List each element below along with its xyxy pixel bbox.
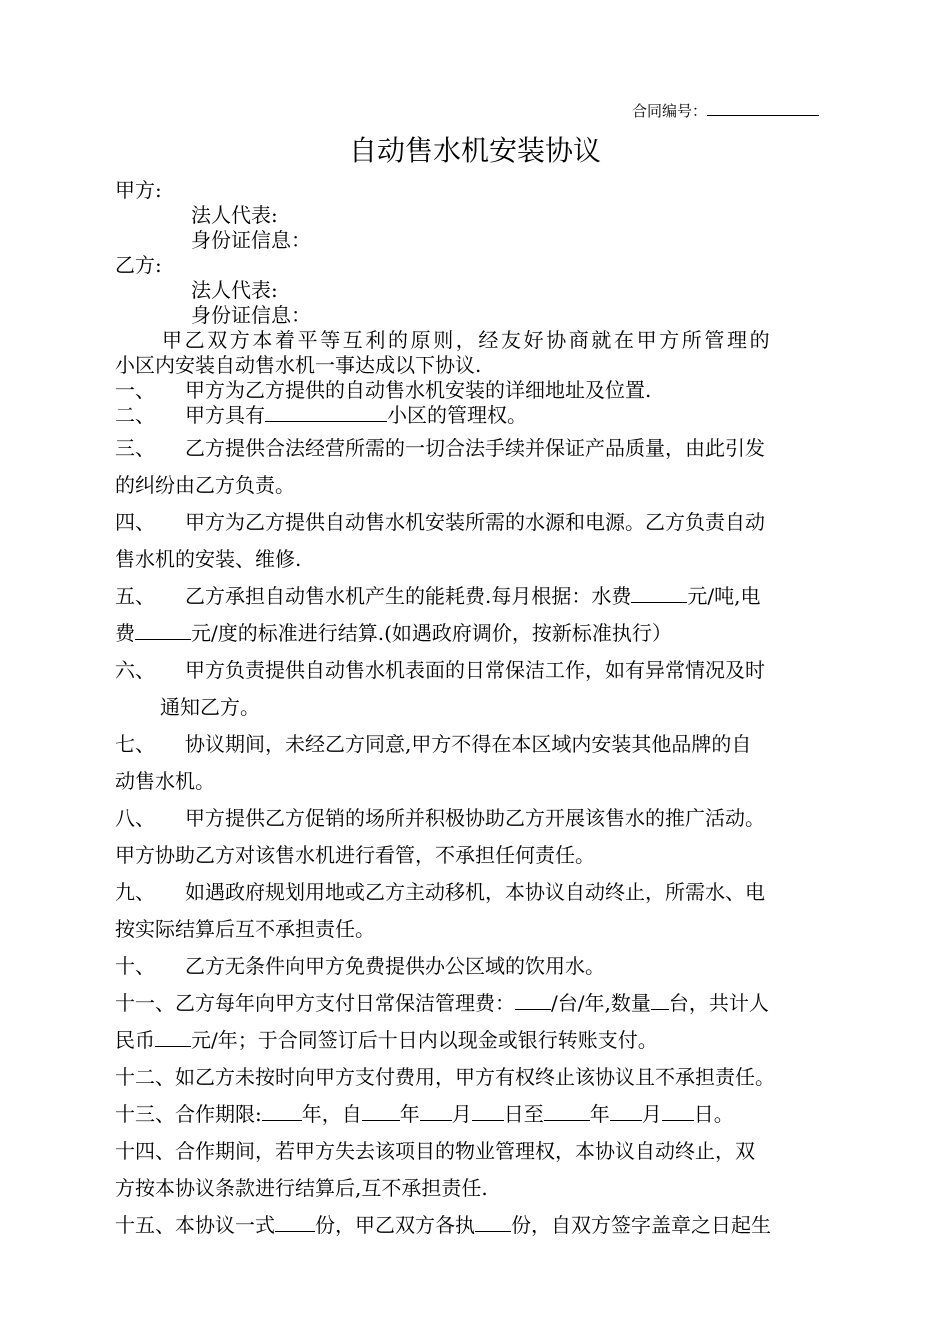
clause-5-line-2 [115, 620, 672, 646]
copies-each-blank[interactable] [475, 1213, 511, 1232]
clause-1-number: 一、 [115, 378, 155, 402]
intro-line-1: 甲乙双方本着平等互利的原则，经友好协商就在甲方所管理的 [162, 328, 773, 352]
clause-10-text: 乙方无条件向甲方免费提供办公区域的饮用水。 [185, 954, 605, 978]
clause-14-line-1: 十四、合作期间，若甲方失去该项目的物业管理权，本协议自动终止，双 [115, 1139, 755, 1163]
clause-2-blank[interactable] [265, 403, 387, 422]
clause-13-text-e: 日至 [503, 1102, 544, 1126]
start-day-blank[interactable] [472, 1102, 504, 1121]
clause-13-text-f: 年 [589, 1102, 610, 1126]
clause-4-text-1: 甲方为乙方提供自动售水机安装所需的水源和电源。乙方负责自动 [185, 510, 765, 534]
clause-9-number: 九、 [115, 880, 155, 904]
clause-13-text-c: 年 [399, 1102, 420, 1126]
clause-13-text-g: 月 [641, 1102, 662, 1126]
clause-13-text-h: 日。 [693, 1102, 734, 1126]
start-year-blank[interactable] [362, 1102, 400, 1121]
clause-8-line-2: 甲方协助乙方对该售水机进行看管，不承担任何责任。 [115, 843, 595, 867]
term-years-blank[interactable] [262, 1102, 302, 1121]
clause-13-text-a: 十三、合作期限: [115, 1102, 262, 1126]
clause-3-text-1: 乙方提供合法经营所需的一切合法手续并保证产品质量，由此引发 [185, 436, 765, 460]
clause-12: 十二、如乙方未按时向甲方支付费用，甲方有权终止该协议且不承担责任。 [115, 1065, 775, 1089]
clause-5-line-1 [115, 583, 760, 609]
contract-number-label: 合同编号： [632, 102, 708, 120]
clause-5-text-1a: 乙方承担自动售水机产生的能耗费.每月根据：水费 [185, 584, 632, 608]
clause-6-line-2: 通知乙方。 [160, 695, 260, 719]
clause-9-line-2: 按实际结算后互不承担责任。 [115, 917, 375, 941]
copies-total-blank[interactable] [275, 1213, 315, 1232]
clause-6-line-1 [115, 657, 765, 683]
clause-15 [115, 1212, 771, 1238]
contract-number-blank[interactable] [707, 101, 819, 116]
clause-9-line-1 [115, 879, 765, 905]
clause-5-number: 五、 [115, 584, 155, 608]
party-a-id: 身份证信息： [191, 228, 311, 252]
clause-11-text-2b: 元/年；于合同签订后十日内以现金或银行转账支付。 [191, 1028, 658, 1052]
clause-8-number: 八、 [115, 806, 155, 830]
quantity-blank[interactable] [651, 991, 669, 1010]
party-b-label: 乙方: [115, 253, 162, 277]
clause-13-text-b: 年，自 [301, 1102, 362, 1126]
party-a-rep: 法人代表: [191, 203, 278, 227]
clause-10 [115, 953, 605, 979]
water-fee-blank[interactable] [631, 584, 687, 603]
clause-11-text-1a: 十一、乙方每年向甲方支付日常保洁管理费： [115, 991, 515, 1015]
clause-6-number: 六、 [115, 658, 155, 682]
end-year-blank[interactable] [544, 1102, 590, 1121]
end-month-blank[interactable] [610, 1102, 642, 1121]
clause-2-post: 小区的管理权。 [387, 403, 527, 427]
clause-2-pre: 甲方具有 [185, 403, 265, 427]
clause-7-text-1: 协议期间，未经乙方同意,甲方不得在本区域内安装其他品牌的自 [185, 732, 752, 756]
clause-11-text-1b: /台/年,数量 [551, 991, 651, 1015]
clause-7-number: 七、 [115, 732, 155, 756]
clause-15-text-a: 十五、本协议一式 [115, 1213, 275, 1237]
contract-number [632, 100, 819, 122]
clause-1 [115, 377, 651, 403]
clause-11-line-2 [115, 1027, 658, 1053]
clause-3-number: 三、 [115, 436, 155, 460]
clause-15-text-c: 份，自双方签字盖章之日起生 [511, 1213, 771, 1237]
clause-13 [115, 1101, 734, 1127]
clause-4-line-2: 售水机的安装、维修. [115, 547, 302, 571]
clause-3-line-2: 的纠纷由乙方负责。 [115, 473, 295, 497]
party-a-label: 甲方: [115, 178, 162, 202]
clause-2-number: 二、 [115, 403, 155, 427]
clause-3-line-1 [115, 435, 765, 461]
clause-15-text-b: 份，甲乙双方各执 [315, 1213, 475, 1237]
clause-10-number: 十、 [115, 954, 155, 978]
intro-line-2: 小区内安装自动售水机一事达成以下协议. [115, 353, 482, 377]
clause-5-text-1b: 元/吨,电 [687, 584, 761, 608]
clause-5-text-2b: 元/度的标准进行结算.(如遇政府调价，按新标准执行） [191, 621, 672, 645]
clause-7-line-2: 动售水机。 [115, 769, 215, 793]
total-amount-blank[interactable] [155, 1028, 191, 1047]
clause-2 [115, 402, 527, 428]
clause-11-line-1 [115, 990, 769, 1016]
clause-9-text-1: 如遇政府规划用地或乙方主动移机，本协议自动终止，所需水、电 [185, 880, 765, 904]
clause-1-text: 甲方为乙方提供的自动售水机安装的详细地址及位置. [185, 378, 652, 402]
start-month-blank[interactable] [420, 1102, 452, 1121]
clause-11-text-2a: 民币 [115, 1028, 155, 1052]
clause-8-text-1: 甲方提供乙方促销的场所并积极协助乙方开展该售水的推广活动。 [185, 806, 765, 830]
clause-11-text-1c: 台，共计人 [668, 991, 769, 1015]
clause-5-text-2a: 费 [115, 621, 135, 645]
document-title: 自动售水机安装协议 [348, 134, 601, 167]
clause-14-line-2: 方按本协议条款进行结算后,互不承担责任. [115, 1176, 488, 1200]
clause-8-line-1 [115, 805, 765, 831]
cleaning-fee-blank[interactable] [515, 991, 551, 1010]
party-b-rep: 法人代表: [191, 278, 278, 302]
electric-fee-blank[interactable] [135, 621, 191, 640]
end-day-blank[interactable] [662, 1102, 694, 1121]
clause-13-text-d: 月 [451, 1102, 472, 1126]
clause-6-text-1: 甲方负责提供自动售水机表面的日常保洁工作，如有异常情况及时 [185, 658, 765, 682]
party-b-id: 身份证信息： [191, 303, 311, 327]
clause-7-line-1 [115, 731, 751, 757]
clause-4-line-1 [115, 509, 765, 535]
clause-4-number: 四、 [115, 510, 155, 534]
